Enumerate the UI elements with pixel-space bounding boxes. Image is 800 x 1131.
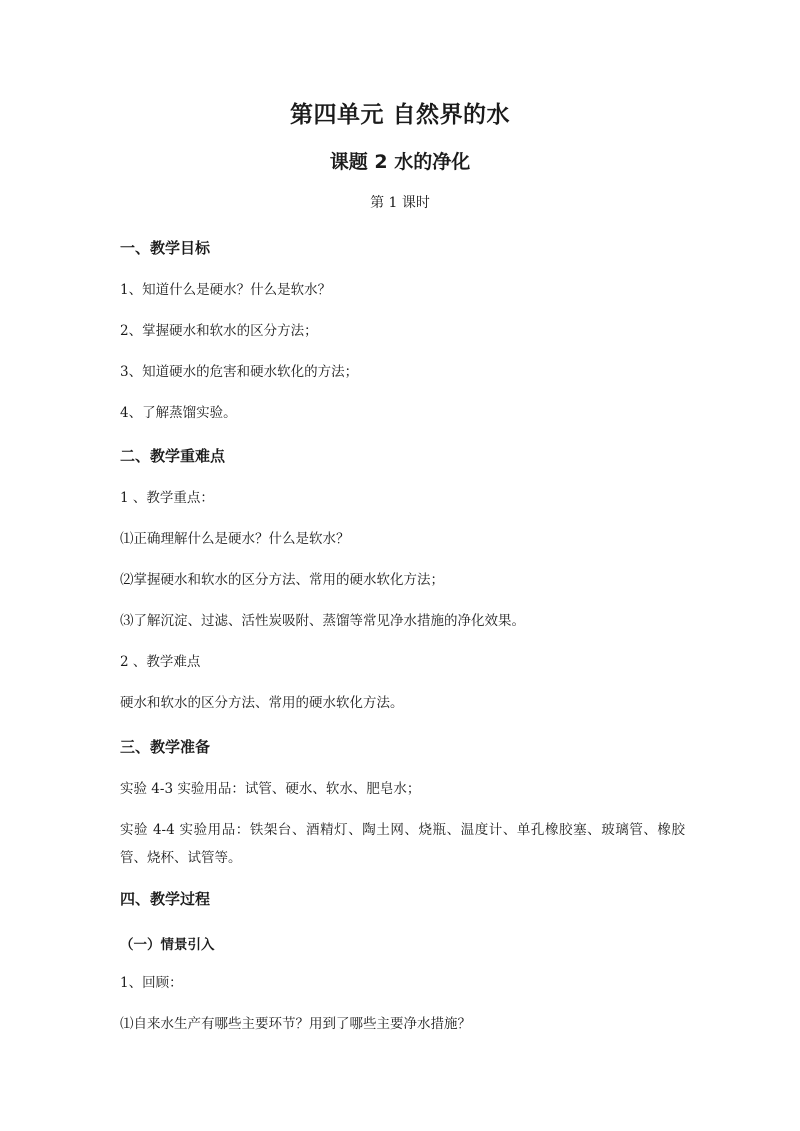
section-heading-key-points: 二、教学重难点 (120, 447, 226, 465)
process-item: ⑴自来水生产有哪些主要环节？用到了哪些主要净水措施？ (120, 1016, 471, 1032)
process-item: 1、回顾： (120, 975, 183, 991)
class-period: 第 1 课时 (370, 195, 430, 211)
objective-item: 3、知道硬水的危害和硬水软化的方法； (120, 364, 359, 380)
difficulty-label: 2 、教学难点 (120, 654, 201, 670)
section-heading-objectives: 一、教学目标 (120, 239, 211, 257)
objective-item: 4、了解蒸馏实验。 (120, 405, 237, 421)
section-heading-process: 四、教学过程 (120, 890, 211, 908)
key-points-label: 1 、教学重点： (120, 490, 214, 506)
unit-title: 第四单元 自然界的水 (289, 102, 510, 128)
difficulty-text: 硬水和软水的区分方法、常用的硬水软化方法。 (120, 695, 404, 711)
preparation-item: 实验 4-3 实验用品：试管、硬水、软水、肥皂水； (120, 781, 421, 797)
objective-item: 2、掌握硬水和软水的区分方法； (120, 323, 318, 339)
key-point-item: ⑴正确理解什么是硬水？什么是软水？ (120, 531, 350, 547)
key-point-item: ⑵掌握硬水和软水的区分方法、常用的硬水软化方法； (120, 572, 444, 588)
section-heading-preparation: 三、教学准备 (120, 738, 211, 756)
key-point-item: ⑶了解沉淀、过滤、活性炭吸附、蒸馏等常见净水措施的净化效果。 (120, 613, 525, 629)
objective-item: 1、知道什么是硬水？什么是软水？ (120, 282, 332, 298)
process-subheading: （一）情景引入 (120, 937, 215, 953)
preparation-item: 实验 4-4 实验用品：铁架台、酒精灯、陶土网、烧瓶、温度计、单孔橡胶塞、玻璃管、橡胶管、烧杯、试管等。 (120, 822, 685, 866)
lesson-title: 课题 2 水的净化 (329, 151, 471, 173)
